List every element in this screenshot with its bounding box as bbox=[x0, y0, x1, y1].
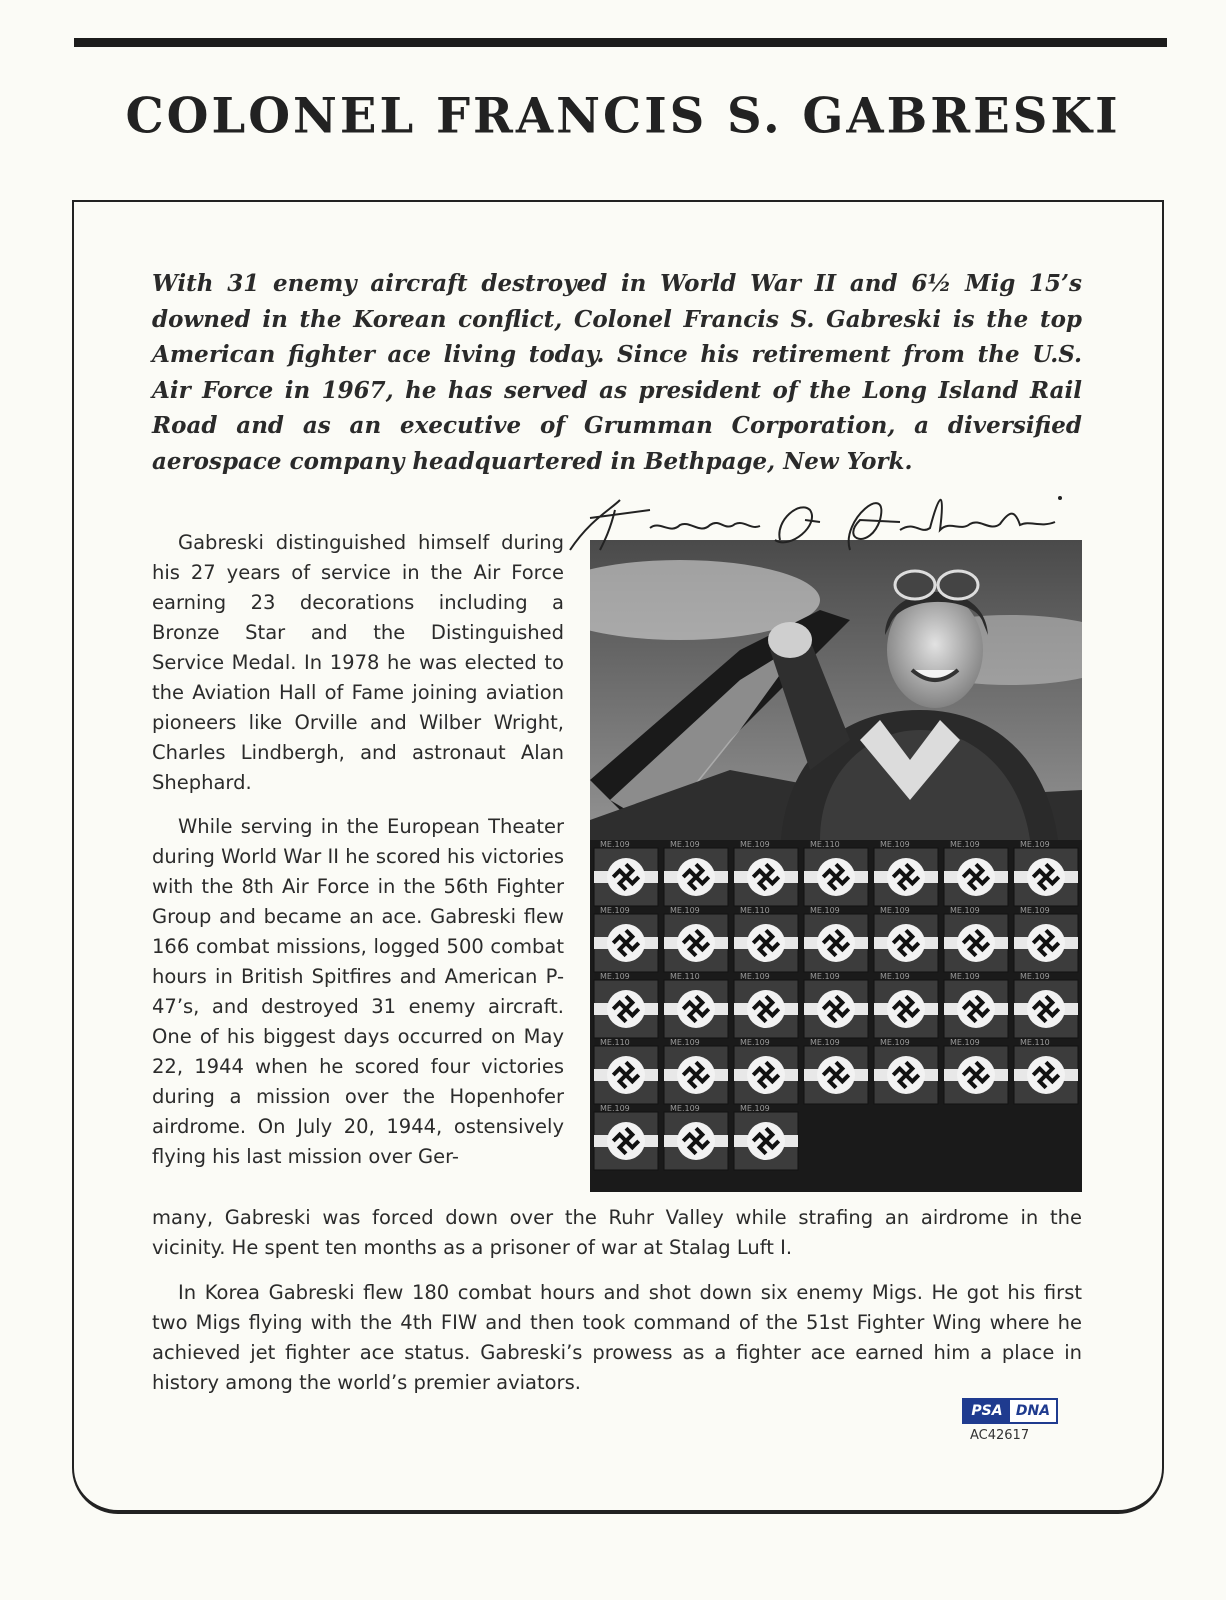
dna-logo-text: DNA bbox=[1010, 1400, 1056, 1422]
tally-flag bbox=[804, 1038, 868, 1104]
svg-text:ME.109: ME.109 bbox=[950, 906, 980, 915]
svg-text:ME.109: ME.109 bbox=[950, 1038, 980, 1047]
svg-text:ME.109: ME.109 bbox=[880, 906, 910, 915]
svg-text:ME.109: ME.109 bbox=[1020, 906, 1050, 915]
lead-paragraph: With 31 enemy aircraft destroyed in World War II and 6½ Mig 15’s downed in the Korean conflict, Colonel Francis S. Gabreski is the top American fighter ace living today. Since his retirement from the U.S. Air Force in 1967, he has served as president of the Long Island Rail Road and as an executive of Grumman Corporation, a diversified aerospace company headquartered in Bethpage, New York. bbox=[152, 270, 1082, 475]
svg-text:ME.109: ME.109 bbox=[810, 1038, 840, 1047]
tally-flag bbox=[1014, 840, 1078, 906]
page-title: COLONEL FRANCIS S. GABRESKI bbox=[125, 87, 1121, 145]
svg-text:ME.109: ME.109 bbox=[600, 972, 630, 981]
body-paragraph-2-continuation: many, Gabreski was forced down over the Ruhr Valley while strafing an airdrome in the vicinity. He spent ten months as a prisoner of war at Stalag Luft I. bbox=[152, 1206, 1082, 1259]
tally-flag bbox=[1014, 972, 1078, 1038]
tally-flag bbox=[804, 906, 868, 972]
svg-text:ME.109: ME.109 bbox=[1020, 840, 1050, 849]
body-paragraph-2-column: While serving in the European Theater during World War II he scored his victories with the 8th Air Force in the 56th Fighter Group and became an ace. Gabreski flew 166 combat missions, logged 500 combat hours in British Spitfires and American P-47’s, and destroyed 31 enemy aircraft. One of his biggest days occurred on May 22, 1944 when he scored four victories during a mission over the Hopenhofer airdrome. On July 20, 1944, ostensively flying his last mission over Ger- bbox=[152, 815, 564, 1168]
svg-text:ME.109: ME.109 bbox=[600, 840, 630, 849]
autograph-signature bbox=[560, 480, 1080, 560]
svg-text:ME.109: ME.109 bbox=[670, 1104, 700, 1113]
tally-flag bbox=[944, 1038, 1008, 1104]
tally-flag bbox=[874, 1038, 938, 1104]
svg-text:ME.109: ME.109 bbox=[670, 906, 700, 915]
top-rule bbox=[74, 38, 1167, 47]
svg-text:ME.109: ME.109 bbox=[740, 1038, 770, 1047]
authentication-code: AC42617 bbox=[970, 1428, 1030, 1443]
svg-text:ME.109: ME.109 bbox=[600, 1104, 630, 1113]
body-paragraph-3: In Korea Gabreski flew 180 combat hours and shot down six enemy Migs. He got his first two Migs flying with the 4th FIW and then took command of the 51st Fighter Wing where he achieved jet fighter ace status. Gabreski’s prowess as a fighter ace earned him a place in history among the world’s premier aviators. bbox=[152, 1281, 1082, 1394]
svg-text:ME.109: ME.109 bbox=[740, 972, 770, 981]
psa-dna-logo bbox=[962, 1398, 1058, 1424]
svg-text:ME.109: ME.109 bbox=[740, 840, 770, 849]
tally-flag bbox=[664, 1104, 728, 1170]
tally-flag bbox=[734, 1038, 798, 1104]
svg-text:ME.109: ME.109 bbox=[670, 840, 700, 849]
tally-flag bbox=[594, 1038, 658, 1104]
svg-text:ME.109: ME.109 bbox=[880, 840, 910, 849]
tally-flag bbox=[944, 972, 1008, 1038]
svg-text:ME.109: ME.109 bbox=[880, 1038, 910, 1047]
tally-flag bbox=[804, 840, 868, 906]
psa-logo-text: PSA bbox=[964, 1400, 1010, 1422]
authentication-sticker bbox=[962, 1398, 1058, 1456]
tally-flag bbox=[874, 972, 938, 1038]
tally-flag bbox=[594, 1104, 658, 1170]
tally-flag bbox=[594, 840, 658, 906]
svg-text:ME.110: ME.110 bbox=[810, 840, 840, 849]
tally-flag bbox=[874, 906, 938, 972]
body-paragraph-1: Gabreski distinguished himself during his 27 years of service in the Air Force earning 23 decorations including a Bronze Star and the Distinguished Service Medal. In 1978 he was elected to the Aviation Hall of Fame joining aviation pioneers like Orville and Wilber Wright, Charles Lindbergh, and astronaut Alan Shephard. bbox=[152, 531, 564, 794]
tally-flag bbox=[664, 840, 728, 906]
svg-text:ME.109: ME.109 bbox=[810, 906, 840, 915]
svg-text:ME.110: ME.110 bbox=[600, 1038, 630, 1047]
tally-flag bbox=[734, 906, 798, 972]
tally-flag bbox=[734, 840, 798, 906]
tally-flag bbox=[594, 972, 658, 1038]
svg-text:ME.109: ME.109 bbox=[740, 1104, 770, 1113]
tally-flag bbox=[1014, 1038, 1078, 1104]
tally-flag bbox=[734, 972, 798, 1038]
tally-flag bbox=[734, 1104, 798, 1170]
svg-text:ME.110: ME.110 bbox=[670, 972, 700, 981]
tally-flag bbox=[664, 972, 728, 1038]
tally-flag bbox=[874, 840, 938, 906]
svg-text:ME.110: ME.110 bbox=[740, 906, 770, 915]
tally-flag bbox=[1014, 906, 1078, 972]
tally-flag bbox=[664, 1038, 728, 1104]
svg-text:ME.109: ME.109 bbox=[1020, 972, 1050, 981]
svg-text:ME.109: ME.109 bbox=[670, 1038, 700, 1047]
svg-text:ME.109: ME.109 bbox=[950, 972, 980, 981]
pilot-photo-image bbox=[590, 540, 1082, 1192]
tally-flag bbox=[944, 906, 1008, 972]
tally-flag bbox=[944, 840, 1008, 906]
svg-text:ME.109: ME.109 bbox=[810, 972, 840, 981]
svg-text:ME.109: ME.109 bbox=[600, 906, 630, 915]
tally-flag bbox=[804, 972, 868, 1038]
svg-text:ME.110: ME.110 bbox=[1020, 1038, 1050, 1047]
tally-flag bbox=[664, 906, 728, 972]
svg-text:ME.109: ME.109 bbox=[950, 840, 980, 849]
svg-text:ME.109: ME.109 bbox=[880, 972, 910, 981]
tally-flag bbox=[594, 906, 658, 972]
pilot-photo bbox=[590, 540, 1082, 1192]
